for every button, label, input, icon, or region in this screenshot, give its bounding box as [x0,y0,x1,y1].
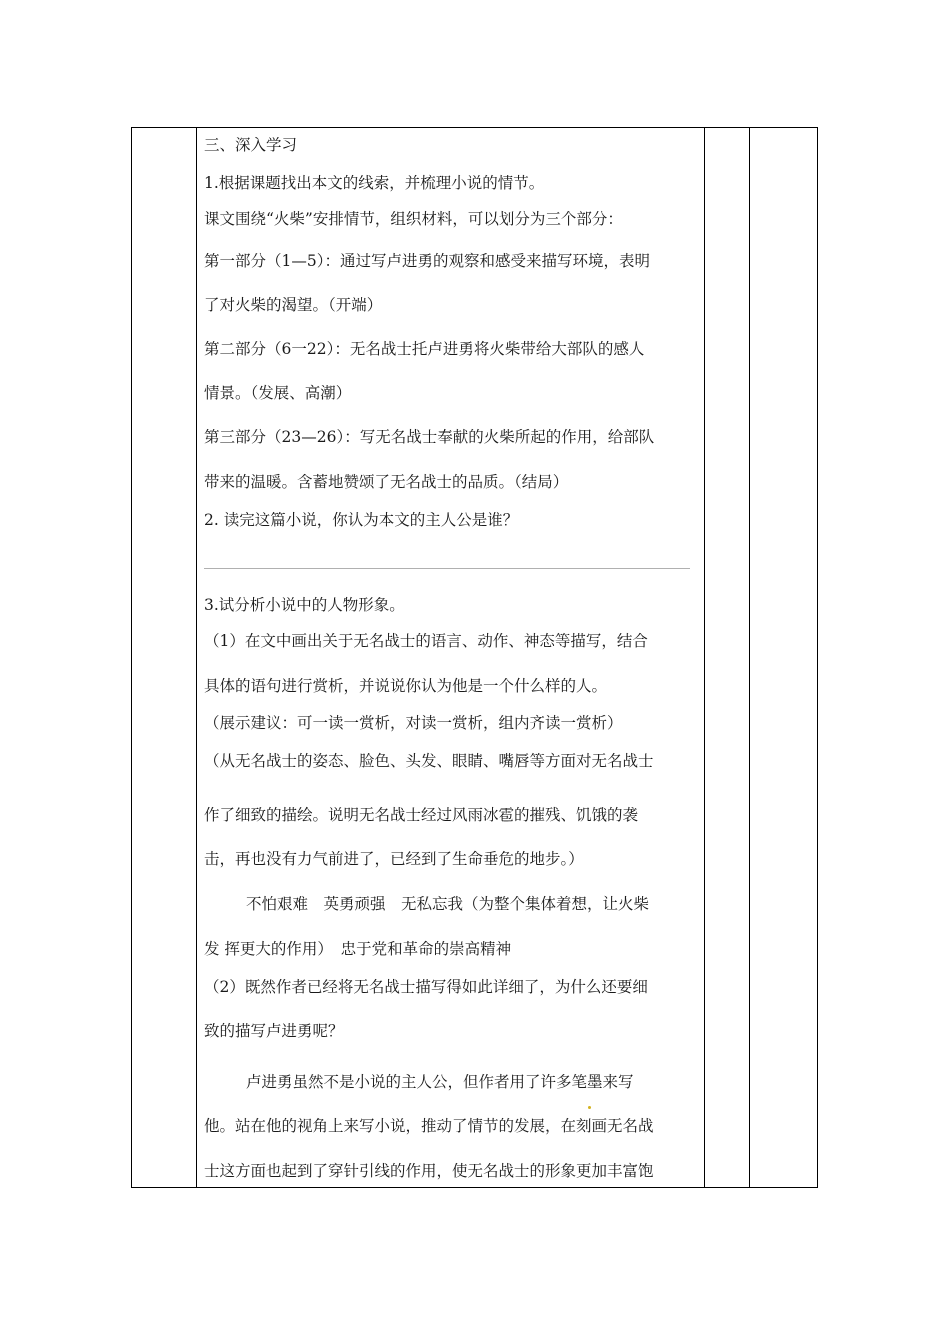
analysis-line: 击，再也没有力气前进了，已经到了生命垂危的地步。） [204,850,584,868]
part-3-line: 第三部分（23—26）：写无名战士奉献的火柴所起的作用，给部队 [204,428,655,446]
table-column-divider [704,127,705,1188]
display-suggestion: （展示建议：可一读一赏析，对读一赏析，组内齐读一赏析） [204,714,623,732]
sub-question-2-line: 致的描写卢进勇呢？ [204,1022,344,1040]
part-1-line: 了对火柴的渴望。（开端） [204,296,383,314]
question-2-prompt: 2. 读完这篇小说，你认为本文的主人公是谁？ [204,511,519,529]
part-3-line: 带来的温暖。含蓄地赞颂了无名战士的品质。（结局） [204,473,569,491]
analysis-line: 作了细致的描绘。说明无名战士经过风雨冰雹的摧残、饥饿的袭 [204,806,639,824]
table-column-divider [749,127,750,1188]
answer-2-line: 士这方面也起到了穿针引线的作用，使无名战士的形象更加丰富饱 [204,1162,654,1180]
part-2-line: 第二部分（6一22）：无名战士托卢进勇将火柴带给大部队的感人 [204,340,645,358]
question-1-intro: 课文围绕“火柴”安排情节，组织材料，可以划分为三个部分： [204,210,623,228]
part-2-line: 情景。（发展、高潮） [204,384,352,402]
table-column-divider [196,127,197,1188]
question-3-prompt: 3.试分析小说中的人物形象。 [204,596,405,614]
analysis-line: （从无名战士的姿态、脸色、头发、眼睛、嘴唇等方面对无名战士 [204,752,654,770]
answer-2-line: 他。站在他的视角上来写小说，推动了情节的发展，在刻画无名战 [204,1117,654,1135]
sub-question-2-line: （2）既然作者已经将无名战士描写得如此详细了，为什么还要细 [204,978,648,996]
lesson-content-cell [204,127,698,1188]
traits-line: 发 挥更大的作用） 忠于党和革命的崇高精神 [204,940,512,958]
sub-question-1-line: （1）在文中画出关于无名战士的语言、动作、神态等描写，结合 [204,632,648,650]
sub-question-1-line: 具体的语句进行赏析，并说说你认为他是一个什么样的人。 [204,677,608,695]
annotation-dot [588,1106,591,1109]
answer-blank-line [204,568,690,569]
question-1-prompt: 1.根据课题找出本文的线索，并梳理小说的情节。 [204,174,545,192]
section-heading: 三、深入学习 [204,136,298,154]
part-1-line: 第一部分（1—5）：通过写卢进勇的观察和感受来描写环境，表明 [204,252,650,270]
answer-2-line: 卢进勇虽然不是小说的主人公，但作者用了许多笔墨来写 [246,1073,634,1091]
traits-line: 不怕艰难 英勇顽强 无私忘我（为整个集体着想，让火柴 [246,895,650,913]
